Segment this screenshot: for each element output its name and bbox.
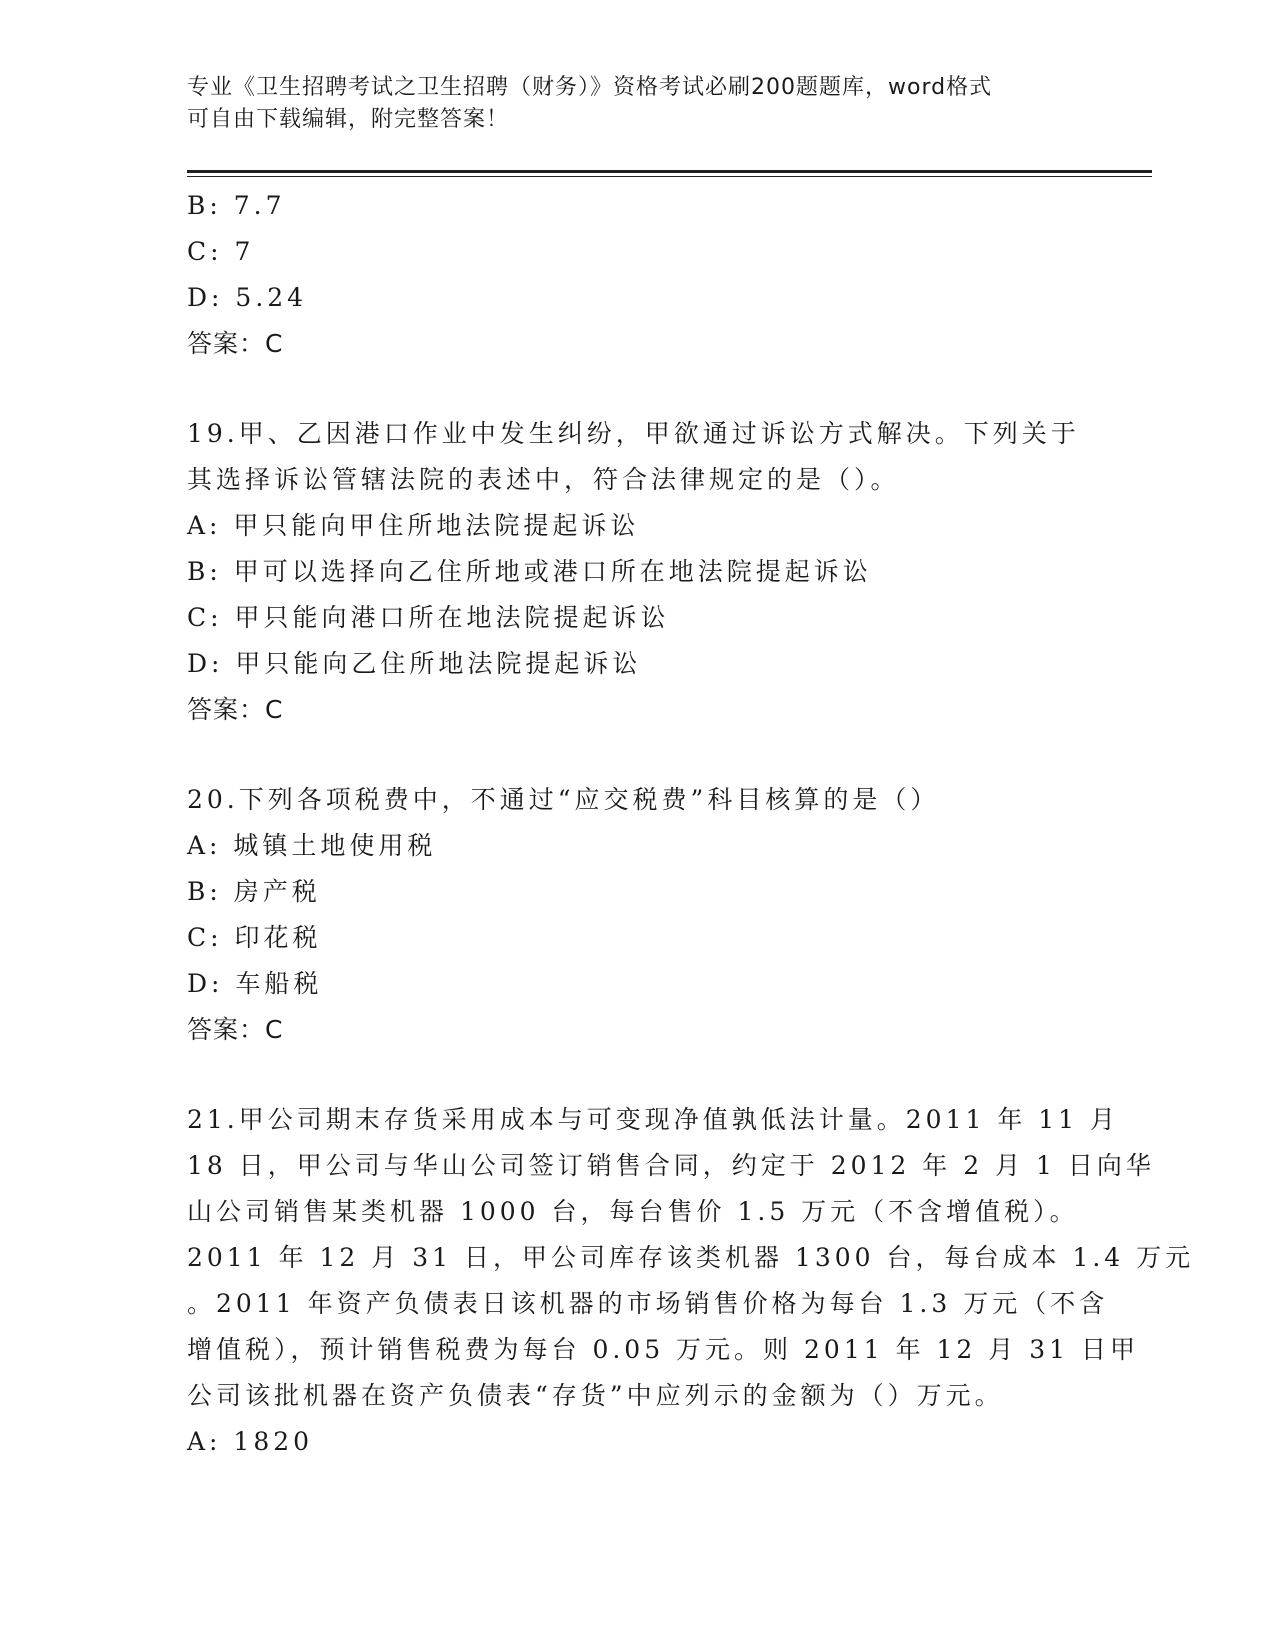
answer-line: 答案：C	[187, 1015, 284, 1044]
question-text-line: 18 日，甲公司与华山公司签订销售合同，约定于 2012 年 2 月 1 日向华	[187, 1151, 1155, 1180]
question-text-line: 19.甲、乙因港口作业中发生纠纷，甲欲通过诉讼方式解决。下列关于	[187, 419, 1080, 448]
question-text-line: 山公司销售某类机器 1000 台，每台售价 1.5 万元（不含增值税）。	[187, 1197, 1079, 1226]
previous-question-tail	[187, 183, 1152, 367]
option-a: A: 1820	[187, 1427, 314, 1456]
question-text-line: 21.甲公司期末存货采用成本与可变现净值孰低法计量。2011 年 11 月	[187, 1105, 1120, 1134]
question-text-line: 。2011 年资产负债表日该机器的市场销售价格为每台 1.3 万元（不含	[187, 1289, 1109, 1318]
question-text-line: 20.下列各项税费中，不通过“应交税费”科目核算的是（）	[187, 785, 940, 814]
option-c: C: 印花税	[187, 923, 322, 952]
document-header-line-1: 专业《卫生招聘考试之卫生招聘（财务）》资格考试必刷200题题库，word格式	[187, 75, 993, 100]
document-page	[187, 72, 1195, 1465]
option-c: C: 甲只能向港口所在地法院提起诉讼	[187, 603, 670, 632]
option-d: D: 甲只能向乙住所地法院提起诉讼	[187, 649, 642, 678]
option-b: B: 7.7	[187, 191, 286, 220]
question-19	[187, 411, 1152, 733]
option-b: B: 甲可以选择向乙住所地或港口所在地法院提起诉讼	[187, 557, 872, 586]
question-text-line: 公司该批机器在资产负债表“存货”中应列示的金额为（）万元。	[187, 1381, 1004, 1410]
option-d: D: 5.24	[187, 283, 308, 312]
question-text-line: 2011 年 12 月 31 日，甲公司库存该类机器 1300 台，每台成本 1.4 万元	[187, 1243, 1195, 1272]
answer-line: 答案：C	[187, 329, 284, 358]
option-c: C: 7	[187, 237, 255, 266]
option-a: A: 甲只能向甲住所地法院提起诉讼	[187, 511, 640, 540]
question-text-line: 其选择诉讼管辖法院的表述中，符合法律规定的是（）。	[187, 465, 900, 494]
question-text-line: 增值税），预计销售税费为每台 0.05 万元。则 2011 年 12 月 31 日甲	[187, 1335, 1139, 1364]
question-21	[187, 1097, 1195, 1465]
option-a: A: 城镇土地使用税	[187, 831, 437, 860]
option-d: D: 车船税	[187, 969, 323, 998]
answer-line: 答案：C	[187, 695, 284, 724]
option-b: B: 房产税	[187, 877, 321, 906]
question-20	[187, 777, 1152, 1053]
header-rule-thick	[187, 170, 1152, 173]
document-header-line-2: 可自由下载编辑，附完整答案！	[187, 107, 510, 132]
header-rule-thin	[187, 176, 1152, 177]
